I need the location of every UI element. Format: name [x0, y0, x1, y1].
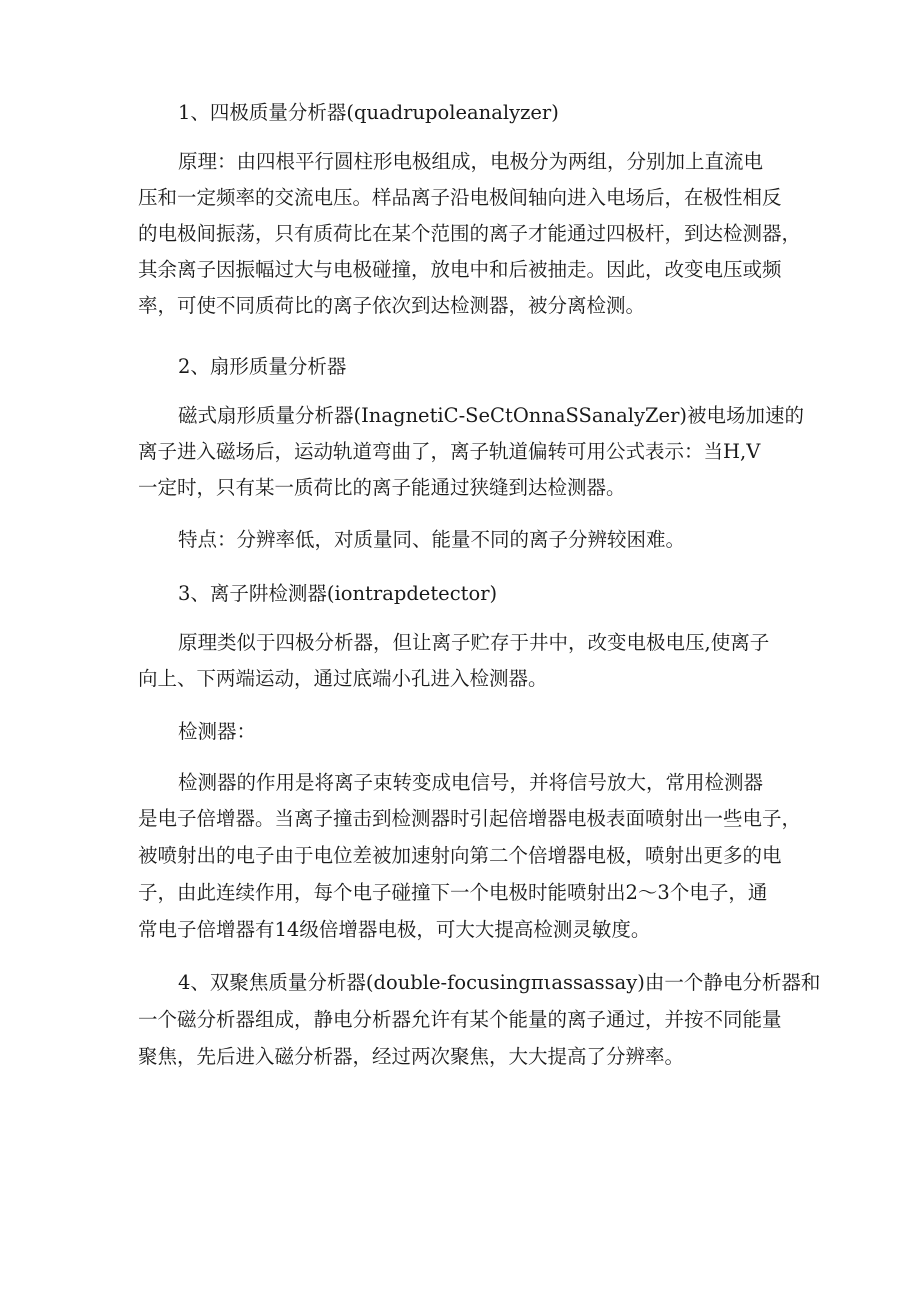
paragraph-line: 一定时，只有某一质荷比的离子能通过狭缝到达检测器。 [138, 476, 626, 499]
paragraph-line: 向上、下两端运动，通过底端小孔进入检测器。 [138, 667, 548, 690]
paragraph-line: 被喷射出的电子由于电位差被加速射向第二个倍增器电极，喷射出更多的电 [138, 844, 782, 867]
paragraph-line: 是电子倍增器。当离子撞击到检测器时引起倍增器电极表面喷射出一些电子， [138, 807, 802, 830]
section-3-heading: 3、离子阱检测器(iontrapdetector) [178, 582, 498, 605]
paragraph-line: 一个磁分析器组成，静电分析器允许有某个能量的离子通过，并按不同能量 [138, 1008, 782, 1031]
paragraph-line: 原理类似于四极分析器，但让离子贮存于井中，改变电极电压,使离子 [178, 631, 770, 654]
paragraph-line: 常电子倍增器有14级倍增器电极，可大大提高检测灵敏度。 [138, 918, 651, 941]
paragraph-line: 率，可使不同质荷比的离子依次到达检测器，被分离检测。 [138, 294, 646, 317]
paragraph-line: 原理：由四根平行圆柱形电极组成，电极分为两组，分别加上直流电 [178, 150, 764, 173]
section-1-heading: 1、四极质量分析器(quadrupoleanalyzer) [178, 101, 559, 124]
paragraph-line: 磁式扇形质量分析器(InagnetiC-SeCtOnnaSSanalyZer)被电场加速的 [178, 404, 804, 427]
paragraph-line: 离子进入磁场后，运动轨道弯曲了，离子轨道偏转可用公式表示：当H,V [138, 440, 761, 463]
paragraph-line: 检测器： [178, 720, 257, 743]
paragraph-line: 聚焦，先后进入磁分析器，经过两次聚焦，大大提高了分辨率。 [138, 1045, 685, 1068]
paragraph-line: 的电极间振荡，只有质荷比在某个范围的离子才能通过四极杆，到达检测器， [138, 222, 802, 245]
paragraph-line: 子，由此连续作用，每个电子碰撞下一个电极时能喷射出2〜3个电子，通 [138, 881, 768, 904]
paragraph-line: 特点：分辨率低，对质量同、能量不同的离子分辨较困难。 [178, 528, 686, 551]
paragraph-line: 压和一定频率的交流电压。样品离子沿电极间轴向进入电场后，在极性相反 [138, 186, 782, 209]
section-2-heading: 2、扇形质量分析器 [178, 355, 347, 378]
paragraph-line: 4、双聚焦质量分析器(double-focusingπιassassay)由一个静电分析器和 [178, 971, 821, 994]
paragraph-line: 其余离子因振幅过大与电极碰撞，放电中和后被抽走。因此，改变电压或频 [138, 258, 782, 281]
paragraph-line: 检测器的作用是将离子束转变成电信号，并将信号放大，常用检测器 [178, 771, 764, 794]
